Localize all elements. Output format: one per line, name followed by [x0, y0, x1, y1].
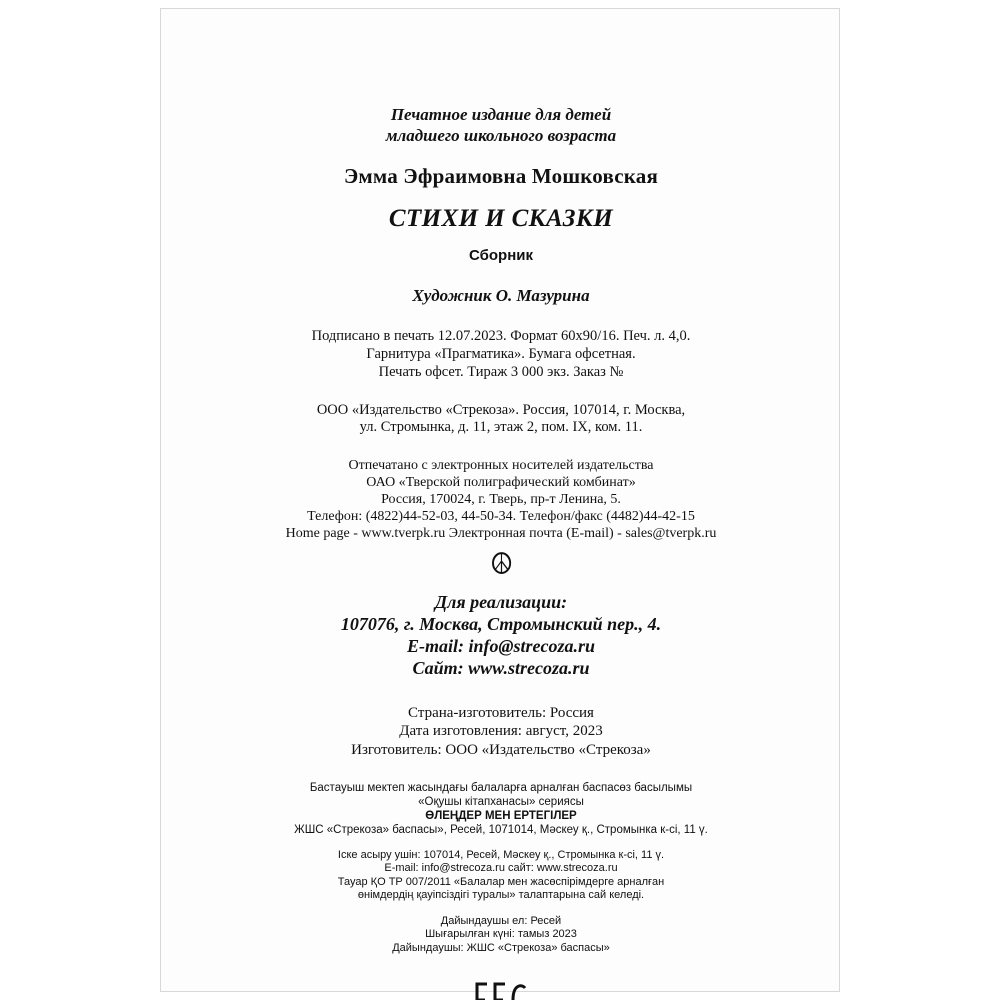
kazakh-3-line-2: Шығарылған күні: тамыз 2023	[425, 928, 577, 941]
publisher-block	[161, 402, 841, 437]
kazakh-block-1	[161, 781, 841, 837]
origin-line-2: Дата изготовления: август, 2023	[399, 723, 603, 740]
eac-mark-wrapper	[161, 981, 841, 1000]
printer-line-3: Россия, 170024, г. Тверь, пр-т Ленина, 5.	[381, 492, 621, 508]
imprint-line-1: Подписано в печать 12.07.2023. Формат 60х90/16. Печ. л. 4,0.	[311, 328, 691, 345]
eac-conformity-icon	[473, 981, 529, 1000]
imprint-line-2: Гарнитура «Прагматика». Бумага офсетная.	[366, 346, 636, 363]
printer-line-2: ОАО «Тверской полиграфический комбинат»	[366, 474, 636, 490]
kicker-line-2: младшего школьного возраста	[385, 125, 617, 145]
book-page-sheet	[160, 8, 840, 992]
kazakh-2-line-1: Іске асыру ушін: 107014, Ресей, Мәскеу қ., Стромынка к-сі, 11 ү.	[337, 849, 665, 862]
sales-line-3: E-mail: info@strecoza.ru	[407, 636, 595, 657]
kazakh-block-3	[161, 915, 841, 955]
book-title: СТИХИ И СКАЗКИ	[388, 205, 614, 233]
printer-block	[161, 457, 841, 542]
kazakh-3-line-3: Дайындаушы: ЖШС «Стрекоза» баспасы»	[392, 941, 610, 954]
kicker-line-1: Печатное издание для детей	[390, 105, 612, 124]
printer-line-1: Отпечатано с электронных носителей издательства	[348, 457, 654, 473]
kazakh-series-title: ӨЛЕҢДЕР МЕН ЕРТЕГІЛЕР	[425, 810, 577, 823]
author-name: Эмма Эфраимовна Мошковская	[343, 164, 659, 189]
kazakh-block-2	[161, 849, 841, 903]
kazakh-3-line-1: Дайындаушы ел: Ресей	[440, 914, 562, 927]
kazakh-1-line-4: ЖШС «Стрекоза» баспасы», Ресей, 1071014, Мәскеу қ., Стромынка к-сі, 11 ү.	[294, 824, 708, 837]
kazakh-1-line-2: «Оқушы кітапханасы» сериясы	[418, 796, 584, 809]
sales-line-4: Сайт: www.strecoza.ru	[412, 658, 590, 679]
origin-line-1: Страна-изготовитель: Россия	[408, 705, 594, 722]
kazakh-2-line-4: өнімдердің қауіпсіздігі туралы» талаптарына сай келеді.	[357, 889, 645, 902]
publisher-line-2: ул. Стромынка, д. 11, этаж 2, пом. IX, ком. 11.	[359, 419, 643, 436]
origin-line-3: Изготовитель: ООО «Издательство «Стрекоза»	[351, 741, 651, 758]
kazakh-1-line-1: Бастауыш мектеп жасындағы балаларға арналған баспасөз басылымы	[309, 782, 693, 794]
colophon-content	[161, 9, 841, 1000]
kazakh-2-line-2: E-mail: info@strecoza.ru сайт: www.strecoza.ru	[384, 862, 618, 875]
imprint-block	[161, 328, 841, 381]
printer-logo-icon: ☮​	[489, 548, 513, 582]
sales-block	[161, 592, 841, 680]
kicker-block	[161, 105, 841, 146]
kazakh-2-line-3: Тауар ҚО ТР 007/2011 «Балалар мен жасөспірімдерге арналған	[337, 875, 665, 888]
origin-block	[161, 704, 841, 759]
illustrator-credit: Художник О. Мазурина	[412, 286, 590, 306]
imprint-line-3: Печать офсет. Тираж 3 000 экз. Заказ №	[378, 363, 624, 380]
book-subtitle: Сборник	[468, 247, 533, 265]
printer-line-5: Home page - www.tverpk.ru Электронная почта (E-mail) - sales@tverpk.ru	[285, 526, 717, 542]
publisher-line-1: ООО «Издательство «Стрекоза». Россия, 107014, г. Москва,	[316, 401, 686, 418]
sales-line-2: 107076, г. Москва, Стромынский пер., 4.	[340, 614, 662, 635]
sales-line-1: Для реализации:	[434, 592, 568, 613]
printer-line-4: Телефон: (4822)44-52-03, 44-50-34. Телефон/факс (4482)44-42-15	[307, 509, 695, 525]
